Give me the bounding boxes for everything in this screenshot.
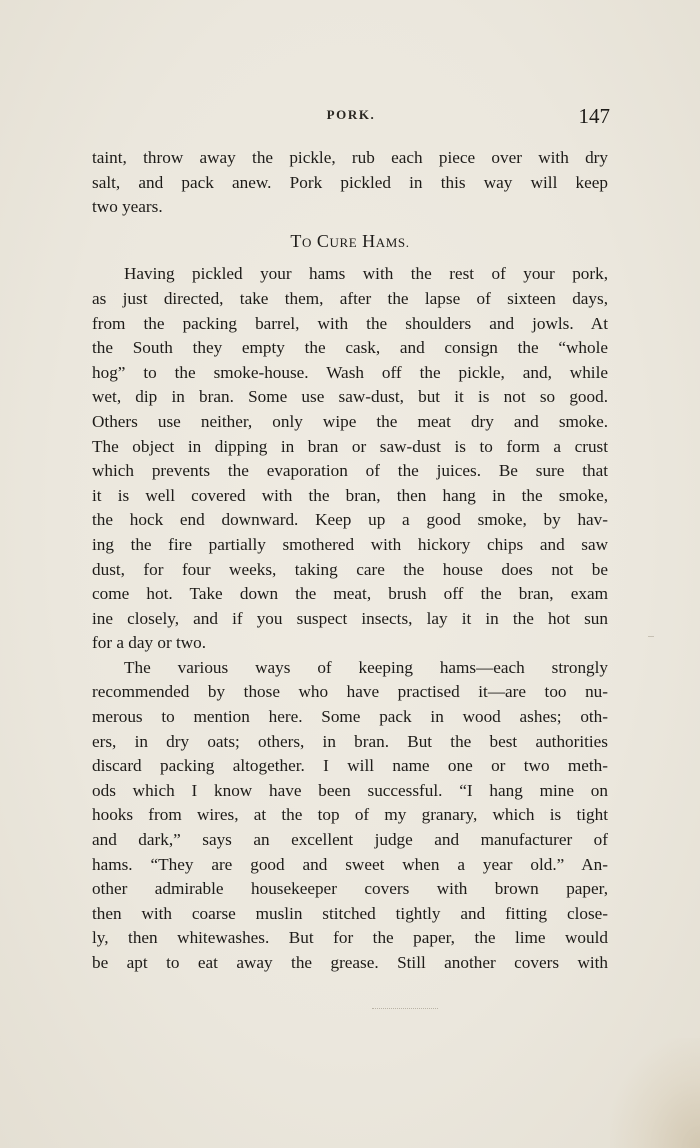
text-line: wet, dip in bran. Some use saw-dust, but it is not so good.	[92, 387, 608, 407]
text-line: discard packing altogether. I will name one or two meth-	[92, 756, 608, 776]
text-line: two years.	[92, 197, 163, 217]
footer-rule	[372, 1008, 438, 1010]
text-line: the hock end downward. Keep up a good smoke, by hav-	[92, 510, 608, 530]
page-header	[92, 104, 610, 132]
paper-stain	[610, 1038, 700, 1148]
text-line: other admirable housekeeper covers with brown paper,	[92, 879, 608, 899]
text-line: taint, throw away the pickle, rub each piece over with dry	[92, 148, 608, 167]
text-line: The various ways of keeping hams—each strongly	[124, 657, 608, 677]
text-line: ods which I know have been successful. “I hang mine on	[92, 780, 608, 800]
text-line: come hot. Take down the meat, brush off the bran, exam	[92, 584, 608, 604]
text-line: ly, then whitewashes. But for the paper, the lime would	[92, 928, 608, 948]
text-line: be apt to eat away the grease. Still another covers with	[92, 953, 608, 972]
text-line: ers, in dry oats; others, in bran. But the best authorities	[92, 731, 608, 751]
text-line: ing the fire partially smothered with hickory chips and saw	[92, 534, 608, 554]
text-line: The object in dipping in bran or saw-dust is to form a crust	[92, 436, 608, 456]
page-number: 147	[578, 104, 610, 128]
running-head: PORK.	[326, 107, 376, 122]
text-line: hooks from wires, at the top of my granary, which is tight	[92, 805, 608, 825]
text-line: recommended by those who have practised it—are too nu-	[92, 682, 608, 702]
text-line: hog” to the smoke-house. Wash off the pickle, and, while	[92, 362, 608, 382]
margin-mark	[648, 636, 654, 637]
text-line: it is well covered with the bran, then hang in the smoke,	[92, 485, 608, 505]
body-text	[92, 146, 608, 976]
text-line: dust, for four weeks, taking care the house does not be	[92, 559, 608, 579]
text-line: hams. “They are good and sweet when a year old.” An-	[92, 854, 608, 874]
text-line: and dark,” says an excellent judge and manufacturer of	[92, 830, 608, 850]
section-heading: TO CURE HAMS.	[290, 230, 410, 251]
text-line: which prevents the evaporation of the juices. Be sure that	[92, 461, 608, 481]
text-line: ine closely, and if you suspect insects, lay it in the hot sun	[92, 608, 608, 628]
text-line: salt, and pack anew. Pork pickled in this way will keep	[92, 172, 608, 192]
text-line: the South they empty the cask, and consign the “whole	[92, 338, 608, 358]
text-line: Having pickled your hams with the rest of your pork,	[124, 264, 608, 284]
text-line: Others use neither, only wipe the meat dry and smoke.	[92, 411, 608, 431]
text-line: from the packing barrel, with the shoulders and jowls. At	[92, 313, 608, 333]
text-line: then with coarse muslin stitched tightly and fitting close-	[92, 903, 608, 923]
text-line: merous to mention here. Some pack in wood ashes; oth-	[92, 707, 608, 727]
text-line: for a day or two.	[92, 633, 207, 653]
text-line: as just directed, take them, after the lapse of sixteen days,	[92, 288, 608, 308]
